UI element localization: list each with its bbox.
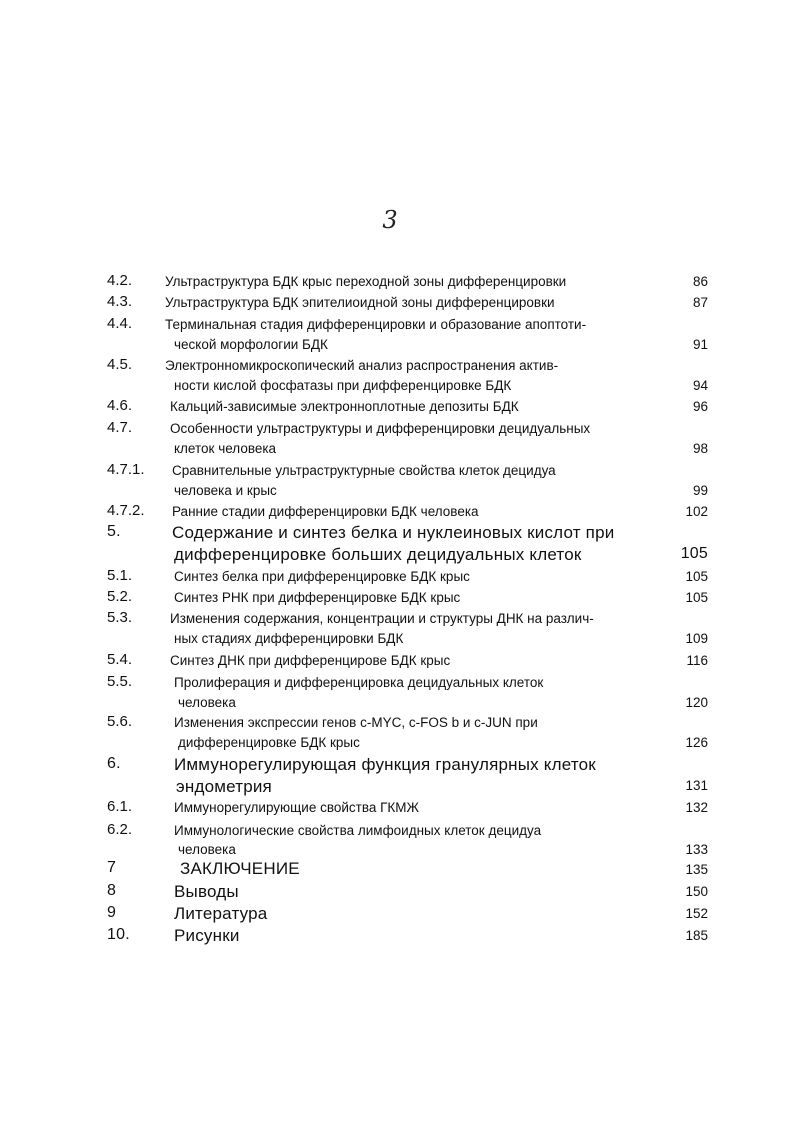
- entry-title: Ультраструктура БДК эпителиоидной зоны дифференцировки: [165, 295, 555, 310]
- entry-number: 6.1.: [107, 798, 133, 815]
- entry-number: 4.7.2.: [107, 502, 145, 519]
- entry-number: 10.: [107, 926, 130, 943]
- entry-number: 7: [107, 859, 117, 876]
- entry-title: Иммунорегулирующая функция гранулярных клеток: [174, 755, 596, 774]
- entry-page: 132: [685, 800, 708, 815]
- entry-title: Ранние стадии дифференцировки БДК человека: [172, 504, 479, 519]
- entry-title: Содержание и синтез белка и нуклеиновых кислот при: [172, 523, 615, 542]
- entry-title: Электронномикроскопический анализ распространения актив-: [165, 358, 559, 373]
- entry-page: 150: [685, 884, 708, 899]
- entry-title: дифференцировке БДК крыс: [178, 735, 360, 750]
- entry-page: 105: [685, 569, 708, 584]
- entry-number: 4.2.: [107, 272, 133, 289]
- entry-page: 86: [692, 274, 708, 289]
- entry-page: 131: [685, 778, 708, 793]
- entry-number: 5.: [107, 523, 121, 540]
- entry-page: 87: [692, 295, 708, 310]
- entry-title: Сравнительные ультраструктурные свойства клеток децидуа: [172, 463, 556, 478]
- entry-title: человека: [178, 695, 236, 710]
- entry-title: человека: [178, 842, 236, 857]
- entry-number: 5.6.: [107, 713, 133, 730]
- entry-page: 105: [680, 545, 708, 562]
- entry-number: 4.4.: [107, 315, 133, 332]
- entry-number: 4.3.: [107, 293, 133, 310]
- entry-title: эндометрия: [176, 777, 272, 796]
- entry-title: Ультраструктура БДК крыс переходной зоны дифференцировки: [165, 274, 567, 289]
- entry-page: 102: [685, 504, 708, 519]
- entry-title: клеток человека: [174, 441, 277, 456]
- entry-page: 105: [685, 590, 708, 605]
- entry-page: 91: [692, 337, 708, 352]
- entry-number: 4.7.1.: [107, 461, 145, 478]
- entry-number: 4.6.: [107, 397, 133, 414]
- entry-title: Особенности ультраструктуры и дифференцировки децидуальных: [170, 421, 591, 436]
- entry-title: Изменения содержания, концентрации и структуры ДНК на различ-: [170, 611, 594, 626]
- entry-number: 5.2.: [107, 588, 133, 605]
- entry-title: Изменения экспрессии генов c-MYC, c-FOS b и c-JUN при: [174, 715, 538, 730]
- entry-page: 96: [692, 399, 708, 414]
- entry-title: Синтез РНК при дифференцировке БДК крыс: [174, 590, 461, 605]
- entry-number: 8: [107, 882, 117, 899]
- entry-number: 6.2.: [107, 821, 133, 838]
- entry-number: 5.3.: [107, 609, 133, 626]
- entry-page: 94: [692, 378, 708, 393]
- entry-page: 109: [685, 631, 708, 646]
- entry-title: Литература: [174, 904, 268, 923]
- entry-number: 5.4.: [107, 651, 133, 668]
- entry-number: 5.5.: [107, 673, 133, 690]
- entry-number: 4.5.: [107, 356, 133, 373]
- entry-title: Выводы: [174, 882, 239, 901]
- entry-title: ЗАКЛЮЧЕНИЕ: [180, 859, 300, 878]
- entry-title: Рисунки: [174, 926, 240, 945]
- entry-title: дифференцировке больших децидуальных клеток: [174, 545, 582, 564]
- entry-number: 4.7.: [107, 419, 133, 436]
- entry-title: Иммунорегулирующие свойства ГКМЖ: [174, 800, 419, 815]
- entry-page: 99: [692, 483, 708, 498]
- entry-number: 5.1.: [107, 567, 133, 584]
- entry-title: Иммунологические свойства лимфоидных клеток децидуа: [174, 823, 542, 838]
- entry-number: 6.: [107, 755, 121, 772]
- entry-page: 98: [692, 441, 708, 456]
- entry-page: 116: [686, 653, 708, 668]
- entry-title: Синтез белка при дифференцировке БДК крыс: [174, 569, 470, 584]
- entry-title: ности кислой фосфатазы при дифференцировке БДК: [174, 378, 512, 393]
- entry-title: Синтез ДНК при дифференцирове БДК крыс: [170, 653, 451, 668]
- entry-page: 185: [685, 928, 708, 943]
- entry-title: ных стадиях дифференцировки БДК: [174, 631, 404, 646]
- entry-title: человека и крыс: [174, 483, 277, 498]
- entry-page: 135: [685, 862, 708, 877]
- entry-number: 9: [107, 904, 117, 921]
- entry-title: Терминальная стадия дифференцировки и образование апоптоти-: [165, 317, 587, 332]
- entry-page: 126: [685, 735, 708, 750]
- entry-title: ческой морфологии БДК: [174, 337, 328, 352]
- entry-page: 133: [685, 842, 708, 857]
- entry-page: 120: [685, 695, 708, 710]
- page-number: 3: [382, 206, 398, 234]
- entry-title: Пролиферация и дифференцировка децидуальных клеток: [174, 675, 544, 690]
- entry-page: 152: [685, 906, 708, 921]
- entry-title: Кальций-зависимые электронноплотные депозиты БДК: [170, 399, 519, 414]
